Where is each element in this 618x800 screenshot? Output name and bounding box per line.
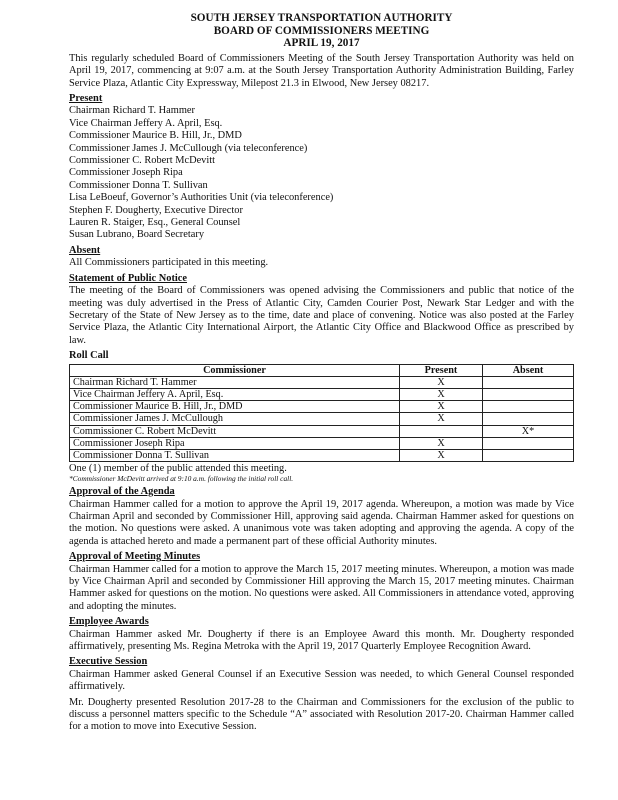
- present-item: Vice Chairman Jeffery A. April, Esq.: [69, 117, 223, 129]
- agenda-text: Chairman Hammer called for a motion to approve the April 19, 2017 agenda. Whereupon, a motion was made by Vice Chairman April and seconded by Commissioner Hill, approving said agenda. Chairman Hammer asked for questions on the motion. No questions were asked. A unanimous vote was taken adopting and approving the agenda. A copy of the agenda is attached hereto and made a permanent part of these official Authority minutes.: [69, 498, 574, 547]
- public-notice-heading: Statement of Public Notice: [69, 272, 188, 284]
- present-item: Chairman Richard T. Hammer: [69, 105, 195, 117]
- table-row: [70, 376, 574, 388]
- awards-heading: Employee Awards: [69, 616, 149, 628]
- absent-mark: X*: [483, 425, 574, 437]
- commissioner-name: Commissioner Donna T. Sullivan: [70, 449, 400, 461]
- executive-session-heading: Executive Session: [69, 656, 148, 668]
- executive-session-text-2: Mr. Dougherty presented Resolution 2017-28 to the Chairman and Commissioners for the exclusion of the public to discuss a personnel matters specific to the Schedule “A” associated with Resolution 2017-20. Chairman Hammer called for a motion to move into Executive Session.: [69, 696, 574, 733]
- agenda-heading: Approval of the Agenda: [69, 486, 175, 498]
- present-mark: X: [400, 388, 483, 400]
- absent-mark: [483, 376, 574, 388]
- commissioner-name: Commissioner Maurice B. Hill, Jr., DMD: [70, 401, 400, 413]
- present-list: [69, 105, 574, 241]
- present-mark: [400, 425, 483, 437]
- commissioner-name: Commissioner James J. McCullough: [70, 413, 400, 425]
- table-row: [70, 437, 574, 449]
- column-header-absent: Absent: [483, 364, 574, 376]
- public-notice-text: The meeting of the Board of Commissioners was opened advising the Commissioners and public that notice of the meeting was duly advertised in the Press of Atlantic City, Camden Courier Post, Newark Star Ledger and with the Secretary of the State of New Jersey as to the time, date and place of convening. Notice was also posted at the Farley Service Plaza, the Atlantic City International Airport, the Atlantic City Office and Blackwood Office as prescribed by law.: [69, 285, 574, 346]
- absent-mark: [483, 413, 574, 425]
- present-mark: X: [400, 437, 483, 449]
- column-header-present: Present: [400, 364, 483, 376]
- absent-mark: [483, 388, 574, 400]
- minutes-text: Chairman Hammer called for a motion to approve the March 15, 2017 meeting minutes. Whereupon, a motion was made by Vice Chairman April and seconded by Commissioner Hill approving the March 15, 2017 meeting minutes. Chairman Hammer asked for questions on the motion. No questions were asked. All Commissioners in attendance voted, approving and adopting the minutes.: [69, 563, 574, 612]
- present-item: Lisa LeBoeuf, Governor’s Authorities Unit (via teleconference): [69, 192, 334, 204]
- present-item: Stephen F. Dougherty, Executive Director: [69, 204, 243, 216]
- present-mark: X: [400, 376, 483, 388]
- absent-mark: [483, 449, 574, 461]
- executive-session-text-1: Chairman Hammer asked General Counsel if an Executive Session was needed, to which General Counsel responded affirmatively.: [69, 668, 574, 693]
- intro-paragraph: This regularly scheduled Board of Commissioners Meeting of the South Jersey Transportation Authority was held on April 19, 2017, commencing at 9:07 a.m. at the South Jersey Transportation Authority Administration Building, Farley Service Plaza, Atlantic City Expressway, Milepost 21.3 in Elwood, New Jersey 08217.: [69, 52, 574, 89]
- table-row: [70, 449, 574, 461]
- roll-call-table: [69, 364, 574, 463]
- absent-mark: [483, 437, 574, 449]
- roll-call-footnote: *Commissioner McDevitt arrived at 9:10 a.m. following the initial roll call.: [69, 474, 294, 484]
- table-row: [70, 388, 574, 400]
- table-row: [70, 413, 574, 425]
- present-item: Commissioner Donna T. Sullivan: [69, 179, 208, 191]
- present-item: Commissioner C. Robert McDevitt: [69, 155, 216, 167]
- roll-call-heading: Roll Call: [69, 350, 109, 362]
- absent-text: All Commissioners participated in this meeting.: [69, 257, 269, 269]
- present-heading: Present: [69, 93, 103, 104]
- present-item: Commissioner Joseph Ripa: [69, 167, 183, 179]
- public-attendance: One (1) member of the public attended this meeting.: [69, 463, 287, 475]
- commissioner-name: Chairman Richard T. Hammer: [70, 376, 400, 388]
- column-header-commissioner: Commissioner: [70, 364, 400, 376]
- commissioner-name: Vice Chairman Jeffery A. April, Esq.: [70, 388, 400, 400]
- minutes-heading: Approval of Meeting Minutes: [69, 551, 201, 563]
- meeting-date: APRIL 19, 2017: [283, 37, 360, 50]
- org-title: SOUTH JERSEY TRANSPORTATION AUTHORITY: [190, 12, 453, 24]
- present-mark: X: [400, 449, 483, 461]
- meeting-title: BOARD OF COMMISSIONERS MEETING: [213, 24, 430, 37]
- commissioner-name: Commissioner C. Robert McDevitt: [70, 425, 400, 437]
- table-header-row: [70, 364, 574, 376]
- awards-text: Chairman Hammer asked Mr. Dougherty if there is an Employee Award this month. Mr. Dougherty responded affirmatively, presenting Ms. Regina Metroka with the April 19, 2017 Quarterly Employee Recognition Award.: [69, 628, 574, 653]
- absent-heading: Absent: [69, 244, 101, 256]
- table-row: [70, 425, 574, 437]
- present-item: Susan Lubrano, Board Secretary: [69, 229, 205, 241]
- absent-mark: [483, 401, 574, 413]
- present-mark: X: [400, 401, 483, 413]
- commissioner-name: Commissioner Joseph Ripa: [70, 437, 400, 449]
- present-item: Commissioner Maurice B. Hill, Jr., DMD: [69, 130, 242, 142]
- table-row: [70, 401, 574, 413]
- present-item: Lauren R. Staiger, Esq., General Counsel: [69, 217, 241, 229]
- present-item: Commissioner James J. McCullough (via teleconference): [69, 142, 308, 154]
- present-mark: X: [400, 413, 483, 425]
